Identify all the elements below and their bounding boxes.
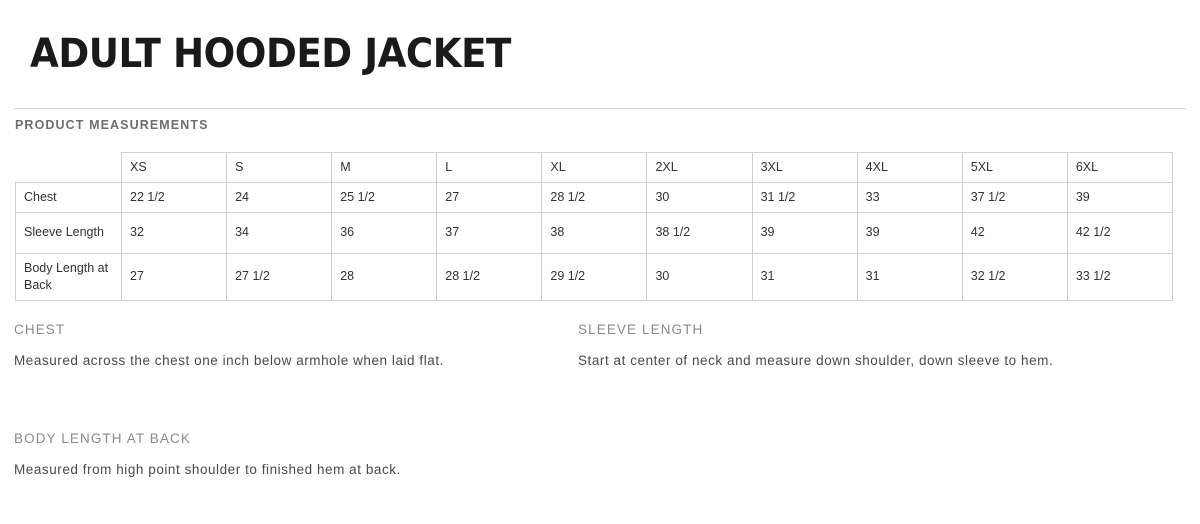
column-header-m: M — [332, 153, 437, 183]
cell-sleeve-3xl: 39 — [752, 212, 857, 253]
row-label-sleeve-length: Sleeve Length — [16, 212, 122, 253]
cell-sleeve-l: 37 — [437, 212, 542, 253]
description-sleeve-length — [578, 322, 1118, 373]
column-header-l: L — [437, 153, 542, 183]
cell-sleeve-m: 36 — [332, 212, 437, 253]
column-header-4xl: 4XL — [857, 153, 962, 183]
column-header-2xl: 2XL — [647, 153, 752, 183]
cell-sleeve-4xl: 39 — [857, 212, 962, 253]
cell-sleeve-2xl: 38 1/2 — [647, 212, 752, 253]
table-header — [16, 153, 1173, 183]
cell-body-l: 28 1/2 — [437, 253, 542, 300]
column-header-s: S — [227, 153, 332, 183]
measurements-table-wrapper — [15, 152, 1172, 301]
cell-body-xs: 27 — [122, 253, 227, 300]
cell-sleeve-xs: 32 — [122, 212, 227, 253]
cell-body-m: 28 — [332, 253, 437, 300]
cell-body-5xl: 32 1/2 — [962, 253, 1067, 300]
cell-chest-xl: 28 1/2 — [542, 182, 647, 212]
row-label-chest: Chest — [16, 182, 122, 212]
cell-chest-2xl: 30 — [647, 182, 752, 212]
column-header-xl: XL — [542, 153, 647, 183]
cell-chest-xs: 22 1/2 — [122, 182, 227, 212]
row-label-body-length-at-back: Body Length at Back — [16, 253, 122, 300]
cell-sleeve-s: 34 — [227, 212, 332, 253]
cell-chest-l: 27 — [437, 182, 542, 212]
header-divider — [14, 108, 1186, 109]
cell-sleeve-5xl: 42 — [962, 212, 1067, 253]
cell-chest-5xl: 37 1/2 — [962, 182, 1067, 212]
cell-chest-4xl: 33 — [857, 182, 962, 212]
table-body — [16, 182, 1173, 300]
column-header-xs: XS — [122, 153, 227, 183]
table-row — [16, 253, 1173, 300]
column-header-3xl: 3XL — [752, 153, 857, 183]
description-chest — [14, 322, 544, 373]
page-title: ADULT HOODED JACKET — [30, 31, 511, 77]
description-sleeve-length-title: SLEEVE LENGTH — [578, 322, 704, 337]
cell-body-3xl: 31 — [752, 253, 857, 300]
cell-body-4xl: 31 — [857, 253, 962, 300]
cell-chest-6xl: 39 — [1067, 182, 1172, 212]
column-header-5xl: 5XL — [962, 153, 1067, 183]
table-corner-cell — [16, 153, 122, 183]
description-chest-title: CHEST — [14, 322, 66, 337]
description-body-length-at-back-title: BODY LENGTH AT BACK — [14, 431, 191, 446]
column-header-6xl: 6XL — [1067, 153, 1172, 183]
cell-sleeve-xl: 38 — [542, 212, 647, 253]
description-chest-body: Measured across the chest one inch below armhole when laid flat. — [14, 353, 444, 368]
description-sleeve-length-body: Start at center of neck and measure down shoulder, down sleeve to hem. — [578, 353, 1054, 368]
description-body-length-at-back — [14, 431, 554, 482]
cell-chest-m: 25 1/2 — [332, 182, 437, 212]
cell-chest-s: 24 — [227, 182, 332, 212]
table-row — [16, 212, 1173, 253]
cell-body-xl: 29 1/2 — [542, 253, 647, 300]
cell-body-2xl: 30 — [647, 253, 752, 300]
cell-body-s: 27 1/2 — [227, 253, 332, 300]
cell-chest-3xl: 31 1/2 — [752, 182, 857, 212]
section-label-product-measurements: PRODUCT MEASUREMENTS — [15, 118, 209, 132]
measurements-table — [15, 152, 1173, 301]
cell-sleeve-6xl: 42 1/2 — [1067, 212, 1172, 253]
table-row — [16, 182, 1173, 212]
cell-body-6xl: 33 1/2 — [1067, 253, 1172, 300]
description-body-length-at-back-body: Measured from high point shoulder to finished hem at back. — [14, 462, 401, 477]
table-header-row — [16, 153, 1173, 183]
